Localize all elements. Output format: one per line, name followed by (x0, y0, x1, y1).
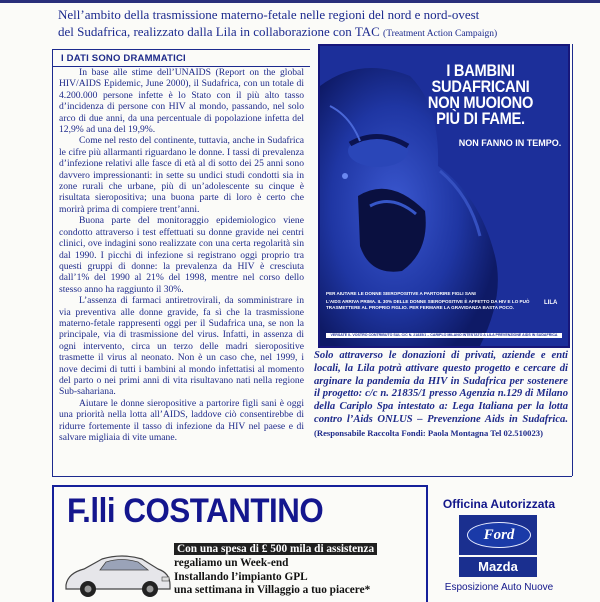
poster-title-line: I BAMBINI (446, 61, 515, 80)
mazda-logo: Mazda (459, 557, 537, 577)
ford-logo (459, 515, 537, 555)
officina-label: Officina Autorizzata (442, 497, 556, 511)
advertisement (52, 485, 572, 600)
article-heading: I DATI SONO DRAMMATICI (53, 50, 310, 67)
ad-brand: F.lli COSTANTINO (67, 492, 324, 530)
intro-text (58, 6, 578, 43)
promo-line: regaliamo un Week-end (174, 556, 289, 569)
lila-logo: LILA (544, 300, 558, 306)
section-divider (52, 476, 572, 477)
poster-fine-print-1: PER AIUTARE LE DONNE SIEROPOSITIVE A PARTORIRE FIGLI SANI (326, 291, 476, 296)
promo-line: una settimana in Villaggio a tuo piacere* (174, 584, 371, 597)
article-box (52, 49, 310, 477)
poster-title-line: PIÙ DI FAME. (436, 109, 525, 128)
article-paragraph: L’assenza di farmaci antiretrovirali, da somministrare in via preventiva alle donne gravide, fa sì che la trasmissione materno-fetale rappresenti oggi per il Sudafrica una, se non la principale, via di trasmissione del virus. Infatti, in assenza di ogni intervento, circa un terzo delle madri sieropositive trasmette il virus al neonato. Non è un caso che, nel 1999, i nove decimi di tutti i bambini al mondo infettatisi al momento del parto o nei primi anni di vita risultavano nati nella regione Sub-sahariana. (59, 295, 304, 398)
article-paragraph: Aiutare le donne sieropositive a partorire figli sani è oggi una priorità nella lotta all’AIDS, laddove ciò consentirebbe di ridurre fortemente il tasso di infezione da HIV nel paese e di salvare migliaia di vite umane. (59, 397, 304, 443)
intro-line-1: Nell’ambito della trasmissione materno-fetale nelle regioni del nord e nord-ovest (58, 7, 480, 22)
article-body (59, 67, 304, 443)
appeal-text: Solo attraverso le donazioni di privati, aziende e enti locali, la Lila potrà attivare questo progetto e cercare di arginare la pandemia da HIV in Sudafrica per sostenere il progetto: c/c n. 21835/1 presso Agenzia n.129 di Milano della Cariplo Spa intestato a: Lega Italiana per la lotta contro l’Aids ONLUS – Prevenzione Aids in Sudafrica. (314, 350, 568, 425)
ford-oval: Ford (467, 522, 531, 548)
poster-title (416, 63, 545, 127)
ad-dealer-panel (426, 485, 572, 600)
ad-promo (174, 543, 420, 598)
poster-fine-print-2: L’AIDS ARRIVA PRIMA. IL 30% DELLE DONNE SIEROPOSITIVE È AFFETTO DA HIV E LO PUÒ TRASMETTERE AL PROPRIO FIGLIO. PER FERMARE LA GRAVIDANZA BASTA POCO. (326, 299, 530, 310)
car-illustration (62, 549, 172, 599)
intro-line-2: del Sudafrica, realizzato dalla Lila in collaborazione con TAC (58, 24, 380, 39)
article-paragraph: Buona parte del monitoraggio epidemiologico viene condotto attraverso i test effettuati su donne gravide nei centri clinici, ove indagini sono realizzate con una certa regolarità sin dal 1990. I picchi di infezione si registrano oggi proprio tra questi gruppi di donne: la prevalenza da HIV è cresciuta dall’1% del 1990 al 21% del 1998, mentre nel corso dello stesso anno ha raggiunto il 30%. (59, 215, 304, 295)
ad-box (52, 485, 428, 602)
top-rule (0, 0, 600, 3)
campaign-poster (318, 44, 570, 348)
appeal-responsible: (Responsabile Raccolta Fondi: Paola Montagna Tel 02.510023) (314, 427, 543, 438)
article-paragraph: In base alle stime dell’UNAIDS (Report on the global HIV/AIDS Epidemic, June 2000), il Sudafrica, con un totale di 4.200.000 persone infette è lo Stato con il più alto tasso d’incidenza di persone con HIV al mondo, passando, nel solo arco di due anni, da una percentuale di popolazione infetta del 12,9% ad una del 19,9%. (59, 67, 304, 136)
promo-line: Installando l’impianto GPL (174, 570, 308, 583)
intro-small: (Treatment Action Campaign) (383, 29, 498, 39)
poster-title-line: SUDAFRICANI (431, 77, 530, 96)
donation-appeal (314, 350, 568, 441)
article-paragraph: Come nel resto del continente, tuttavia, anche in Sudafrica le cifre più allarmanti riguardano le donne. I tassi di prevalenza d’infezione relativi alle fasce di età al di sotto dei 25 anni sono davvero impressionanti: in sette su undici studi condotti sia in zone rurali che urbane, più di un’adolescente su cinque è risultata sieropositiva; una buona parte di loro è certo che morirà prima di compiere trent’anni. (59, 135, 304, 215)
poster-subtitle: NON FANNO IN TEMPO. (458, 138, 562, 148)
right-column (314, 44, 573, 476)
poster-fine-print-3: VERSATE IL VOSTRO CONTRIBUTO SUL C/C N. 21835/1 – CARIPLO MILANO INTESTATO A LILA PREVENZIONE AIDS IN SUDAFRICA (326, 333, 562, 338)
poster-title-line: NON MUOIONO (427, 93, 534, 112)
promo-line: Con una spesa di £ 500 mila di assistenza (174, 543, 377, 555)
esposizione-label: Esposizione Auto Nuove (444, 582, 554, 593)
